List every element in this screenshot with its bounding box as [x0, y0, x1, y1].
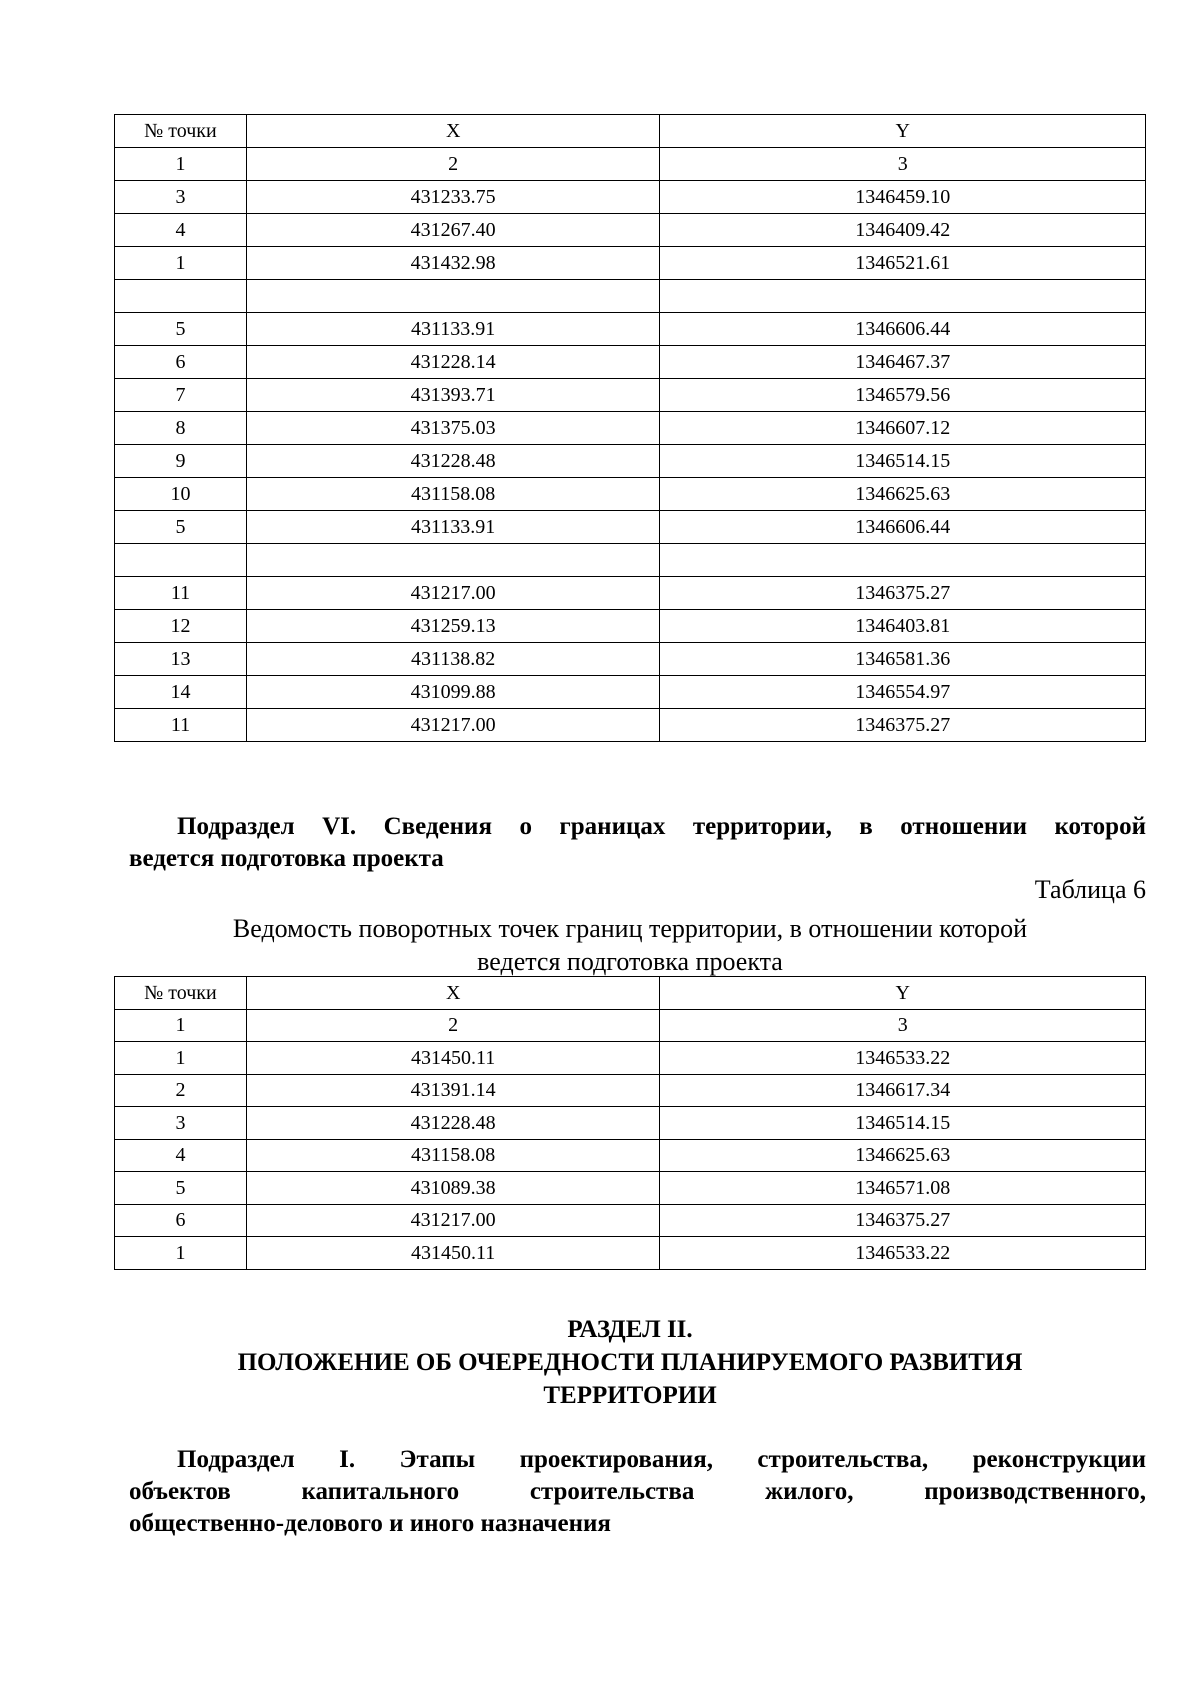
table-top-row — [115, 610, 1146, 643]
table-top-cell: 431099.88 — [246, 676, 660, 709]
table-top-cell: 1346514.15 — [660, 445, 1146, 478]
table-6-cell: 1346533.22 — [660, 1042, 1146, 1075]
coordinates-table-6-body — [115, 977, 1146, 1270]
table-6-cell: 1346375.27 — [660, 1204, 1146, 1237]
table-top-row — [115, 676, 1146, 709]
table-top-cell: 431217.00 — [246, 709, 660, 742]
table-top-cell: 431259.13 — [246, 610, 660, 643]
table-6-cell: 431391.14 — [246, 1074, 660, 1107]
table-6-caption-line2: ведется подготовка проекта — [477, 947, 783, 976]
subsection-1-heading — [129, 1444, 1146, 1540]
table-top-row — [115, 445, 1146, 478]
table-top-cell: 431133.91 — [246, 511, 660, 544]
table-6-row — [115, 1237, 1146, 1270]
section-2-heading-line3: ТЕРРИТОРИИ — [543, 1382, 717, 1409]
table-6-caption — [114, 912, 1146, 978]
table-number: Таблица 6 — [1034, 875, 1146, 904]
table-6-cell: 6 — [115, 1204, 247, 1237]
section-2-heading-line1: РАЗДЕЛ II. — [567, 1316, 693, 1343]
table-top-cell: 1346521.61 — [660, 247, 1146, 280]
table-top-cell: 431233.75 — [246, 181, 660, 214]
table-top-cell: Y — [660, 115, 1146, 148]
table-6-cell: 1346571.08 — [660, 1172, 1146, 1205]
table-top-cell: 5 — [115, 511, 247, 544]
table-6-cell: 2 — [115, 1074, 247, 1107]
table-top-cell: 8 — [115, 412, 247, 445]
table-top-cell — [246, 544, 660, 577]
table-6-cell: 431089.38 — [246, 1172, 660, 1205]
table-top-row — [115, 379, 1146, 412]
table-top-row — [115, 544, 1146, 577]
table-6-cell: 431217.00 — [246, 1204, 660, 1237]
table-top-cell: 1346375.27 — [660, 709, 1146, 742]
table-top-cell — [660, 280, 1146, 313]
table-top-row — [115, 478, 1146, 511]
table-top-cell: № точки — [115, 115, 247, 148]
table-top-cell: 6 — [115, 346, 247, 379]
table-top-header-row — [115, 115, 1146, 148]
coordinates-table-top-body — [115, 115, 1146, 742]
table-top-cell: 14 — [115, 676, 247, 709]
table-top-cell: 1346403.81 — [660, 610, 1146, 643]
table-top-cell: 431158.08 — [246, 478, 660, 511]
table-6-cell: 3 — [660, 1009, 1146, 1042]
table-top-row — [115, 280, 1146, 313]
table-top-cell: 1 — [115, 148, 247, 181]
table-6-cell: 1346533.22 — [660, 1237, 1146, 1270]
table-top-cell — [660, 544, 1146, 577]
table-6-numbering-row — [115, 1009, 1146, 1042]
coordinates-table-6 — [114, 976, 1146, 1270]
table-top-cell: 1346606.44 — [660, 511, 1146, 544]
table-top-cell: 10 — [115, 478, 247, 511]
table-top-cell: 4 — [115, 214, 247, 247]
table-top-cell: 13 — [115, 643, 247, 676]
table-6-row — [115, 1172, 1146, 1205]
table-6-cell: 3 — [115, 1107, 247, 1140]
table-top-numbering-row — [115, 148, 1146, 181]
table-top-cell: 7 — [115, 379, 247, 412]
table-top-cell: 1 — [115, 247, 247, 280]
table-top-cell: 1346375.27 — [660, 577, 1146, 610]
table-top-row — [115, 511, 1146, 544]
subsection-6-heading-line2: ведется подготовка проекта — [129, 845, 444, 872]
table-6-cell: 1346617.34 — [660, 1074, 1146, 1107]
table-top-cell: 431432.98 — [246, 247, 660, 280]
table-top-row — [115, 181, 1146, 214]
section-2-heading — [114, 1313, 1146, 1412]
table-6-cell: Y — [660, 977, 1146, 1010]
table-top-cell: 5 — [115, 313, 247, 346]
table-top-cell: 431375.03 — [246, 412, 660, 445]
table-6-cell: № точки — [115, 977, 247, 1010]
table-6-caption-line1: Ведомость поворотных точек границ территории, в отношении которой — [232, 914, 1028, 943]
table-top-cell: 1346409.42 — [660, 214, 1146, 247]
table-top-cell: 11 — [115, 709, 247, 742]
table-6-row — [115, 1042, 1146, 1075]
table-top-cell: 431217.00 — [246, 577, 660, 610]
table-top-cell: 1346467.37 — [660, 346, 1146, 379]
table-top-cell: 3 — [115, 181, 247, 214]
table-top-cell: 9 — [115, 445, 247, 478]
table-6-row — [115, 1074, 1146, 1107]
subsection-1-heading-line3: общественно-делового и иного назначения — [129, 1510, 611, 1537]
table-top-cell — [115, 280, 247, 313]
table-6-cell: 1346625.63 — [660, 1139, 1146, 1172]
subsection-6-heading — [129, 811, 1146, 875]
table-6-row — [115, 1204, 1146, 1237]
table-6-cell: 1 — [115, 1042, 247, 1075]
table-6-cell: 1346514.15 — [660, 1107, 1146, 1140]
table-top-cell: 1346581.36 — [660, 643, 1146, 676]
table-6-cell: 1 — [115, 1009, 247, 1042]
table-top-row — [115, 346, 1146, 379]
table-6-cell: 431450.11 — [246, 1042, 660, 1075]
table-top-cell: 11 — [115, 577, 247, 610]
subsection-1-heading-line2: объектов капитального строительства жилого, производственного, — [129, 1478, 1146, 1505]
table-6-header-row — [115, 977, 1146, 1010]
table-top-cell: 431138.82 — [246, 643, 660, 676]
table-top-cell: 431228.14 — [246, 346, 660, 379]
table-top-cell: 431393.71 — [246, 379, 660, 412]
table-top-cell: 431228.48 — [246, 445, 660, 478]
table-top-cell: 1346579.56 — [660, 379, 1146, 412]
table-top-row — [115, 412, 1146, 445]
table-6-cell: 431228.48 — [246, 1107, 660, 1140]
table-top-cell: 1346606.44 — [660, 313, 1146, 346]
table-top-cell: 12 — [115, 610, 247, 643]
table-6-row — [115, 1139, 1146, 1172]
table-top-cell: 431133.91 — [246, 313, 660, 346]
table-top-cell: 2 — [246, 148, 660, 181]
table-6-cell: 5 — [115, 1172, 247, 1205]
table-6-cell: 431158.08 — [246, 1139, 660, 1172]
table-6-cell: 1 — [115, 1237, 247, 1270]
table-top-cell: 431267.40 — [246, 214, 660, 247]
table-6-cell: 431450.11 — [246, 1237, 660, 1270]
subsection-1-heading-line1: Подраздел I. Этапы проектирования, строительства, реконструкции — [177, 1446, 1146, 1473]
section-2-heading-line2: ПОЛОЖЕНИЕ ОБ ОЧЕРЕДНОСТИ ПЛАНИРУЕМОГО РАЗВИТИЯ — [237, 1349, 1023, 1376]
table-top-row — [115, 643, 1146, 676]
table-top-cell: X — [246, 115, 660, 148]
table-6-cell: 2 — [246, 1009, 660, 1042]
table-top-cell: 1346607.12 — [660, 412, 1146, 445]
table-6-cell: 4 — [115, 1139, 247, 1172]
table-6-cell: X — [246, 977, 660, 1010]
table-6-row — [115, 1107, 1146, 1140]
table-top-cell: 1346554.97 — [660, 676, 1146, 709]
table-top-cell — [246, 280, 660, 313]
table-top-row — [115, 214, 1146, 247]
table-top-row — [115, 247, 1146, 280]
table-top-cell: 3 — [660, 148, 1146, 181]
table-top-row — [115, 313, 1146, 346]
table-top-cell — [115, 544, 247, 577]
table-top-row — [115, 709, 1146, 742]
coordinates-table-top — [114, 114, 1146, 742]
subsection-6-heading-line1: Подраздел VI. Сведения о границах территории, в отношении которой — [177, 813, 1146, 840]
table-top-cell: 1346625.63 — [660, 478, 1146, 511]
table-top-cell: 1346459.10 — [660, 181, 1146, 214]
table-top-row — [115, 577, 1146, 610]
